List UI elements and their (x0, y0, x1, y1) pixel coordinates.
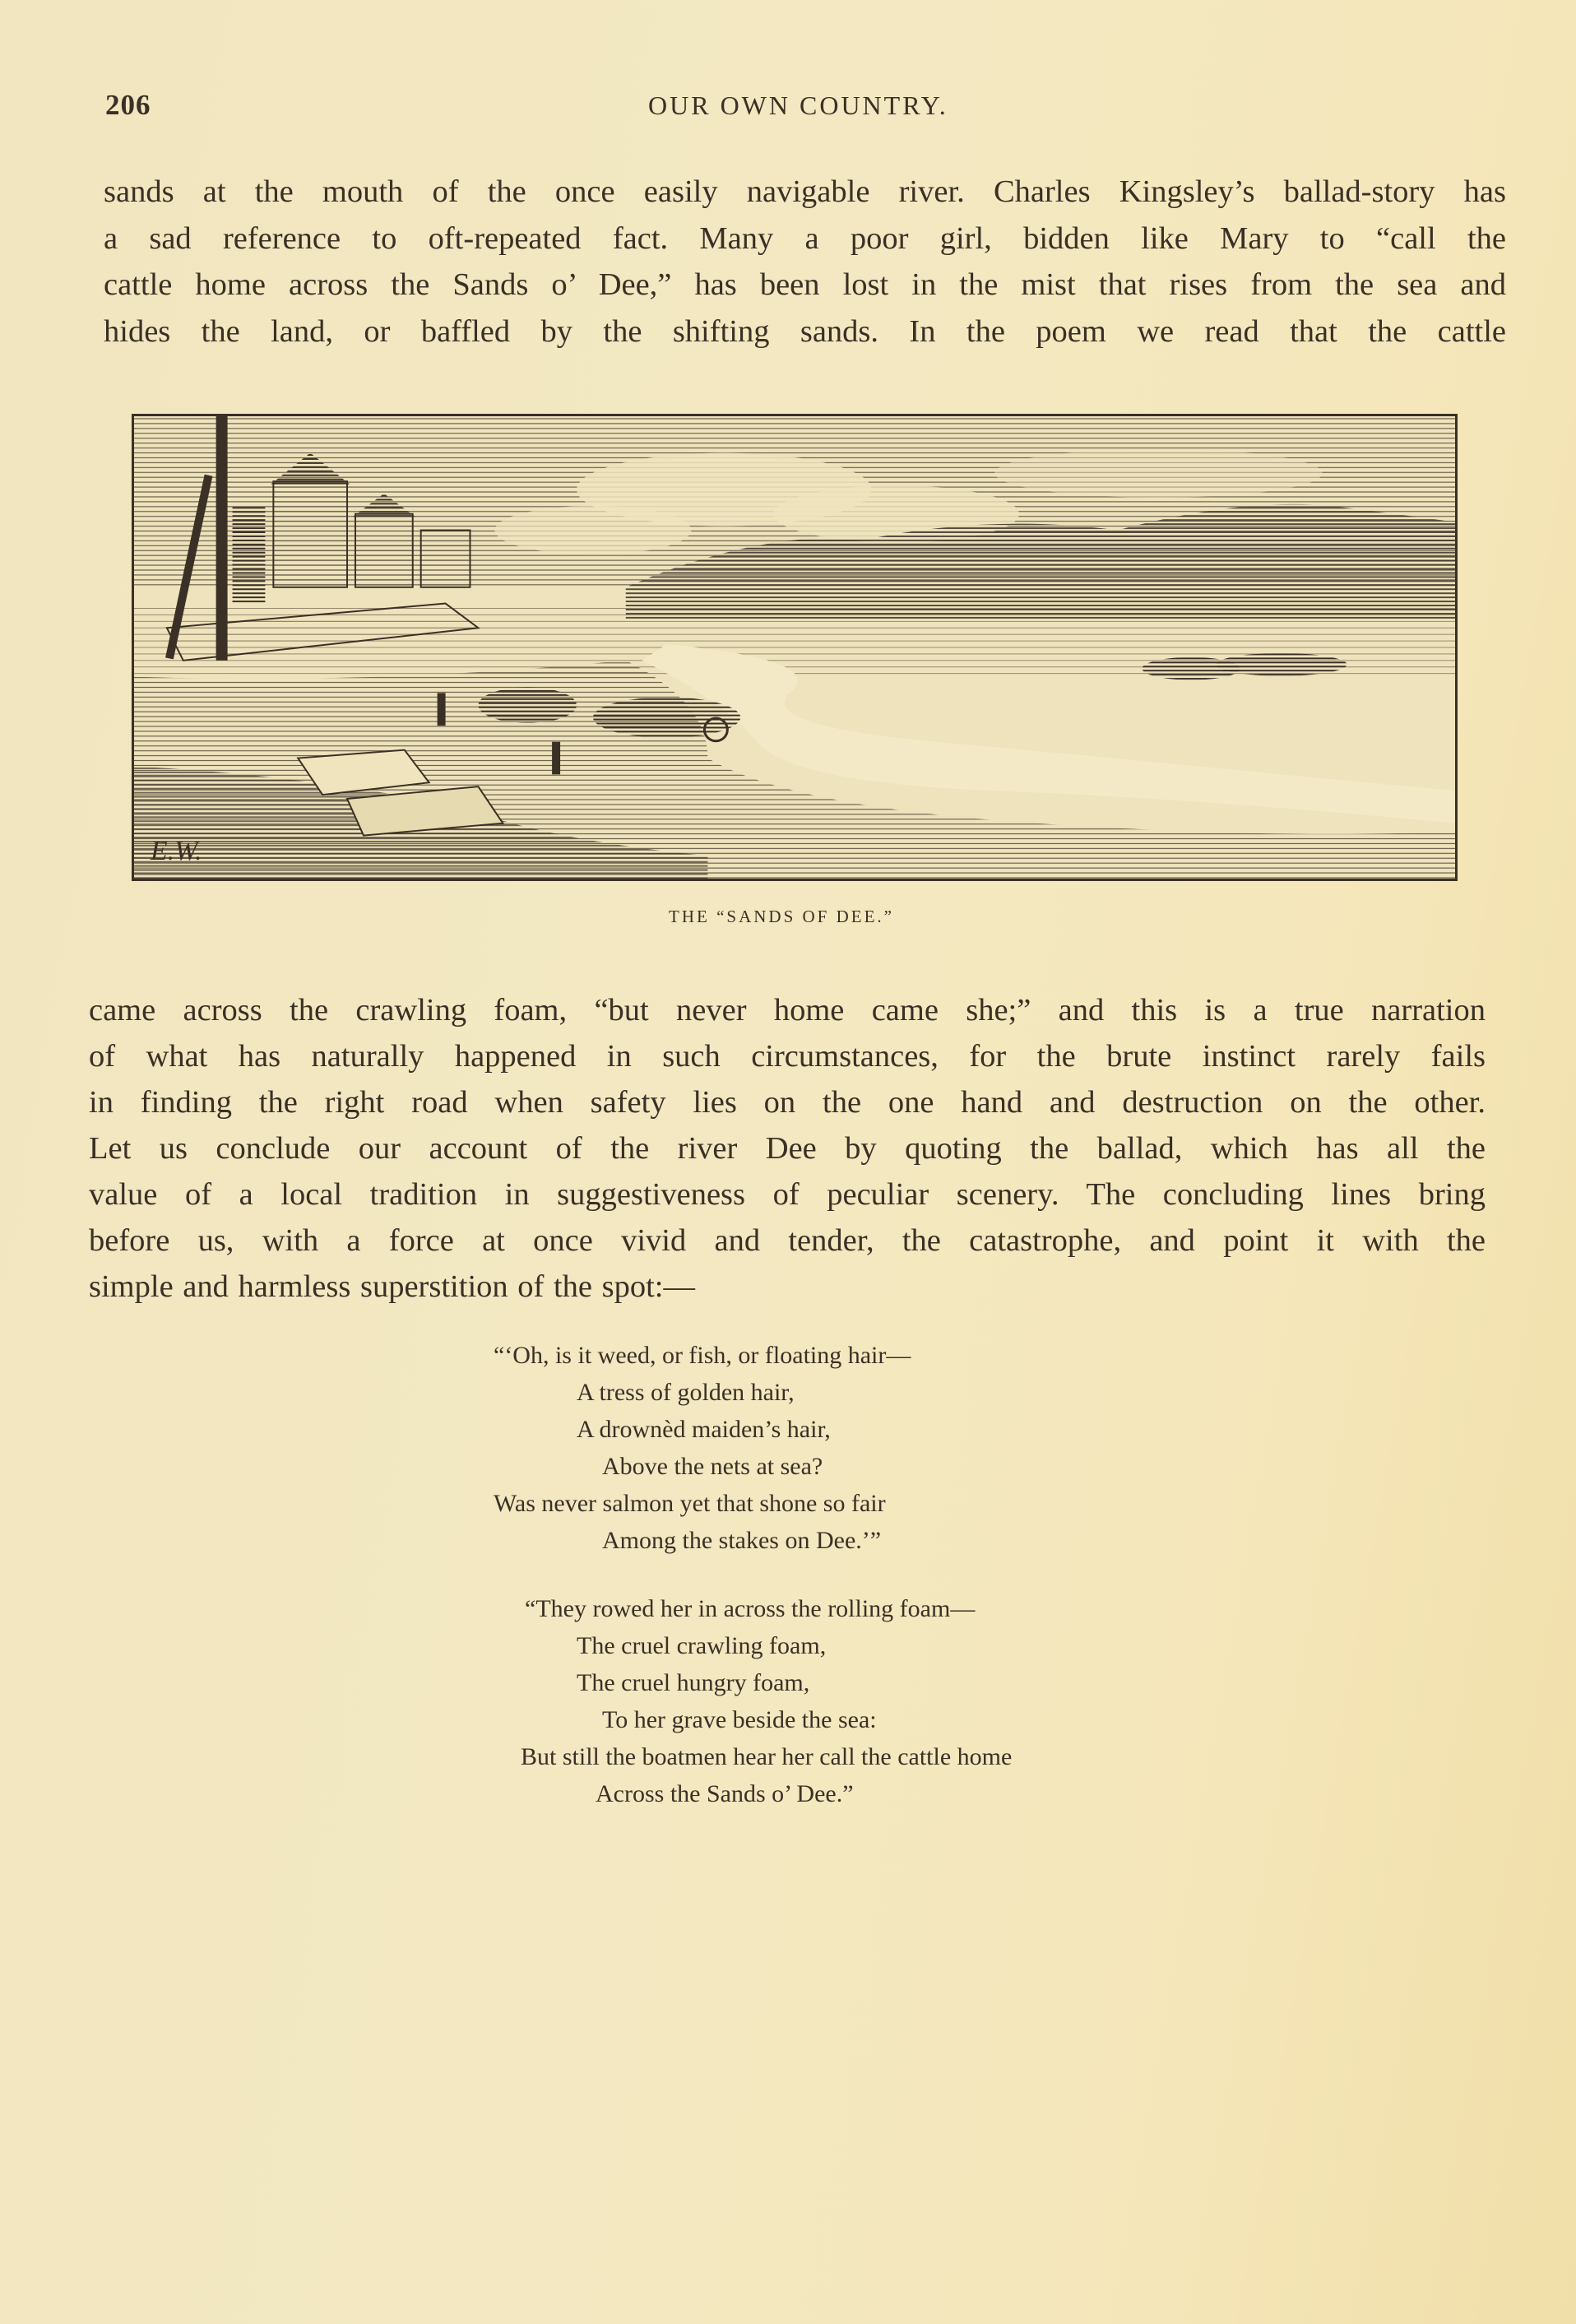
page-number: 206 (105, 89, 151, 121)
engraving-river-landscape-icon (134, 416, 1455, 879)
engraving-illustration (132, 414, 1458, 881)
text-line: sands at the mouth of the once easily navigable river. Charles Kingsley’s ballad-story has (104, 174, 1506, 209)
poem-line: But still the boatmen hear her call the cattle home (521, 1743, 1013, 1770)
page-header (105, 89, 1504, 130)
text-line: simple and harmless superstition of the spot:— (89, 1269, 695, 1304)
text-line: hides the land, or baffled by the shifting sands. In the poem we read that the cattle (104, 313, 1506, 349)
text-line: Let us conclude our account of the river Dee by quoting the ballad, which has all the (89, 1131, 1486, 1166)
text-line: came across the crawling foam, “but never home came she;” and this is a true narration (89, 993, 1486, 1027)
illustration-caption: THE “SANDS OF DEE.” (669, 907, 894, 926)
poem-line: Was never salmon yet that shone so fair (494, 1490, 886, 1517)
text-line: before us, with a force at once vivid and tender, the catastrophe, and point it with the (89, 1223, 1486, 1258)
text-line: of what has naturally happened in such circumstances, for the brute instinct rarely fails (89, 1039, 1486, 1074)
poem-stanza-2 (494, 1590, 1012, 1812)
poem-line: Above the nets at sea? (602, 1453, 823, 1480)
engraver-signature: E.W. (150, 836, 202, 867)
poem-line: “They rowed her in across the rolling foam— (525, 1595, 976, 1622)
text-line: value of a local tradition in suggestiveness of peculiar scenery. The concluding lines bring (89, 1177, 1486, 1212)
paragraph-bottom (89, 987, 1486, 1310)
poem-line: A tress of golden hair, (577, 1379, 795, 1406)
paragraph-top (104, 169, 1506, 355)
poem-stanza-1 (494, 1337, 911, 1559)
running-title: OUR OWN COUNTRY. (648, 90, 948, 120)
text-line: in finding the right road when safety lies on the one hand and destruction on the other. (89, 1085, 1486, 1120)
poem-line: The cruel hungry foam, (577, 1669, 810, 1696)
poem-line: Across the Sands o’ Dee.” (596, 1780, 854, 1807)
text-line: cattle home across the Sands o’ Dee,” has been lost in the mist that rises from the sea and (104, 267, 1506, 302)
poem-line: To her grave beside the sea: (602, 1706, 877, 1733)
text-line: a sad reference to oft-repeated fact. Many a poor girl, bidden like Mary to “call the (104, 220, 1506, 256)
poem-line: “‘Oh, is it weed, or fish, or floating hair— (494, 1342, 911, 1369)
poem-line: A drownèd maiden’s hair, (577, 1416, 831, 1443)
poem-line: The cruel crawling foam, (577, 1632, 827, 1659)
poem-line: Among the stakes on Dee.’” (602, 1527, 882, 1554)
